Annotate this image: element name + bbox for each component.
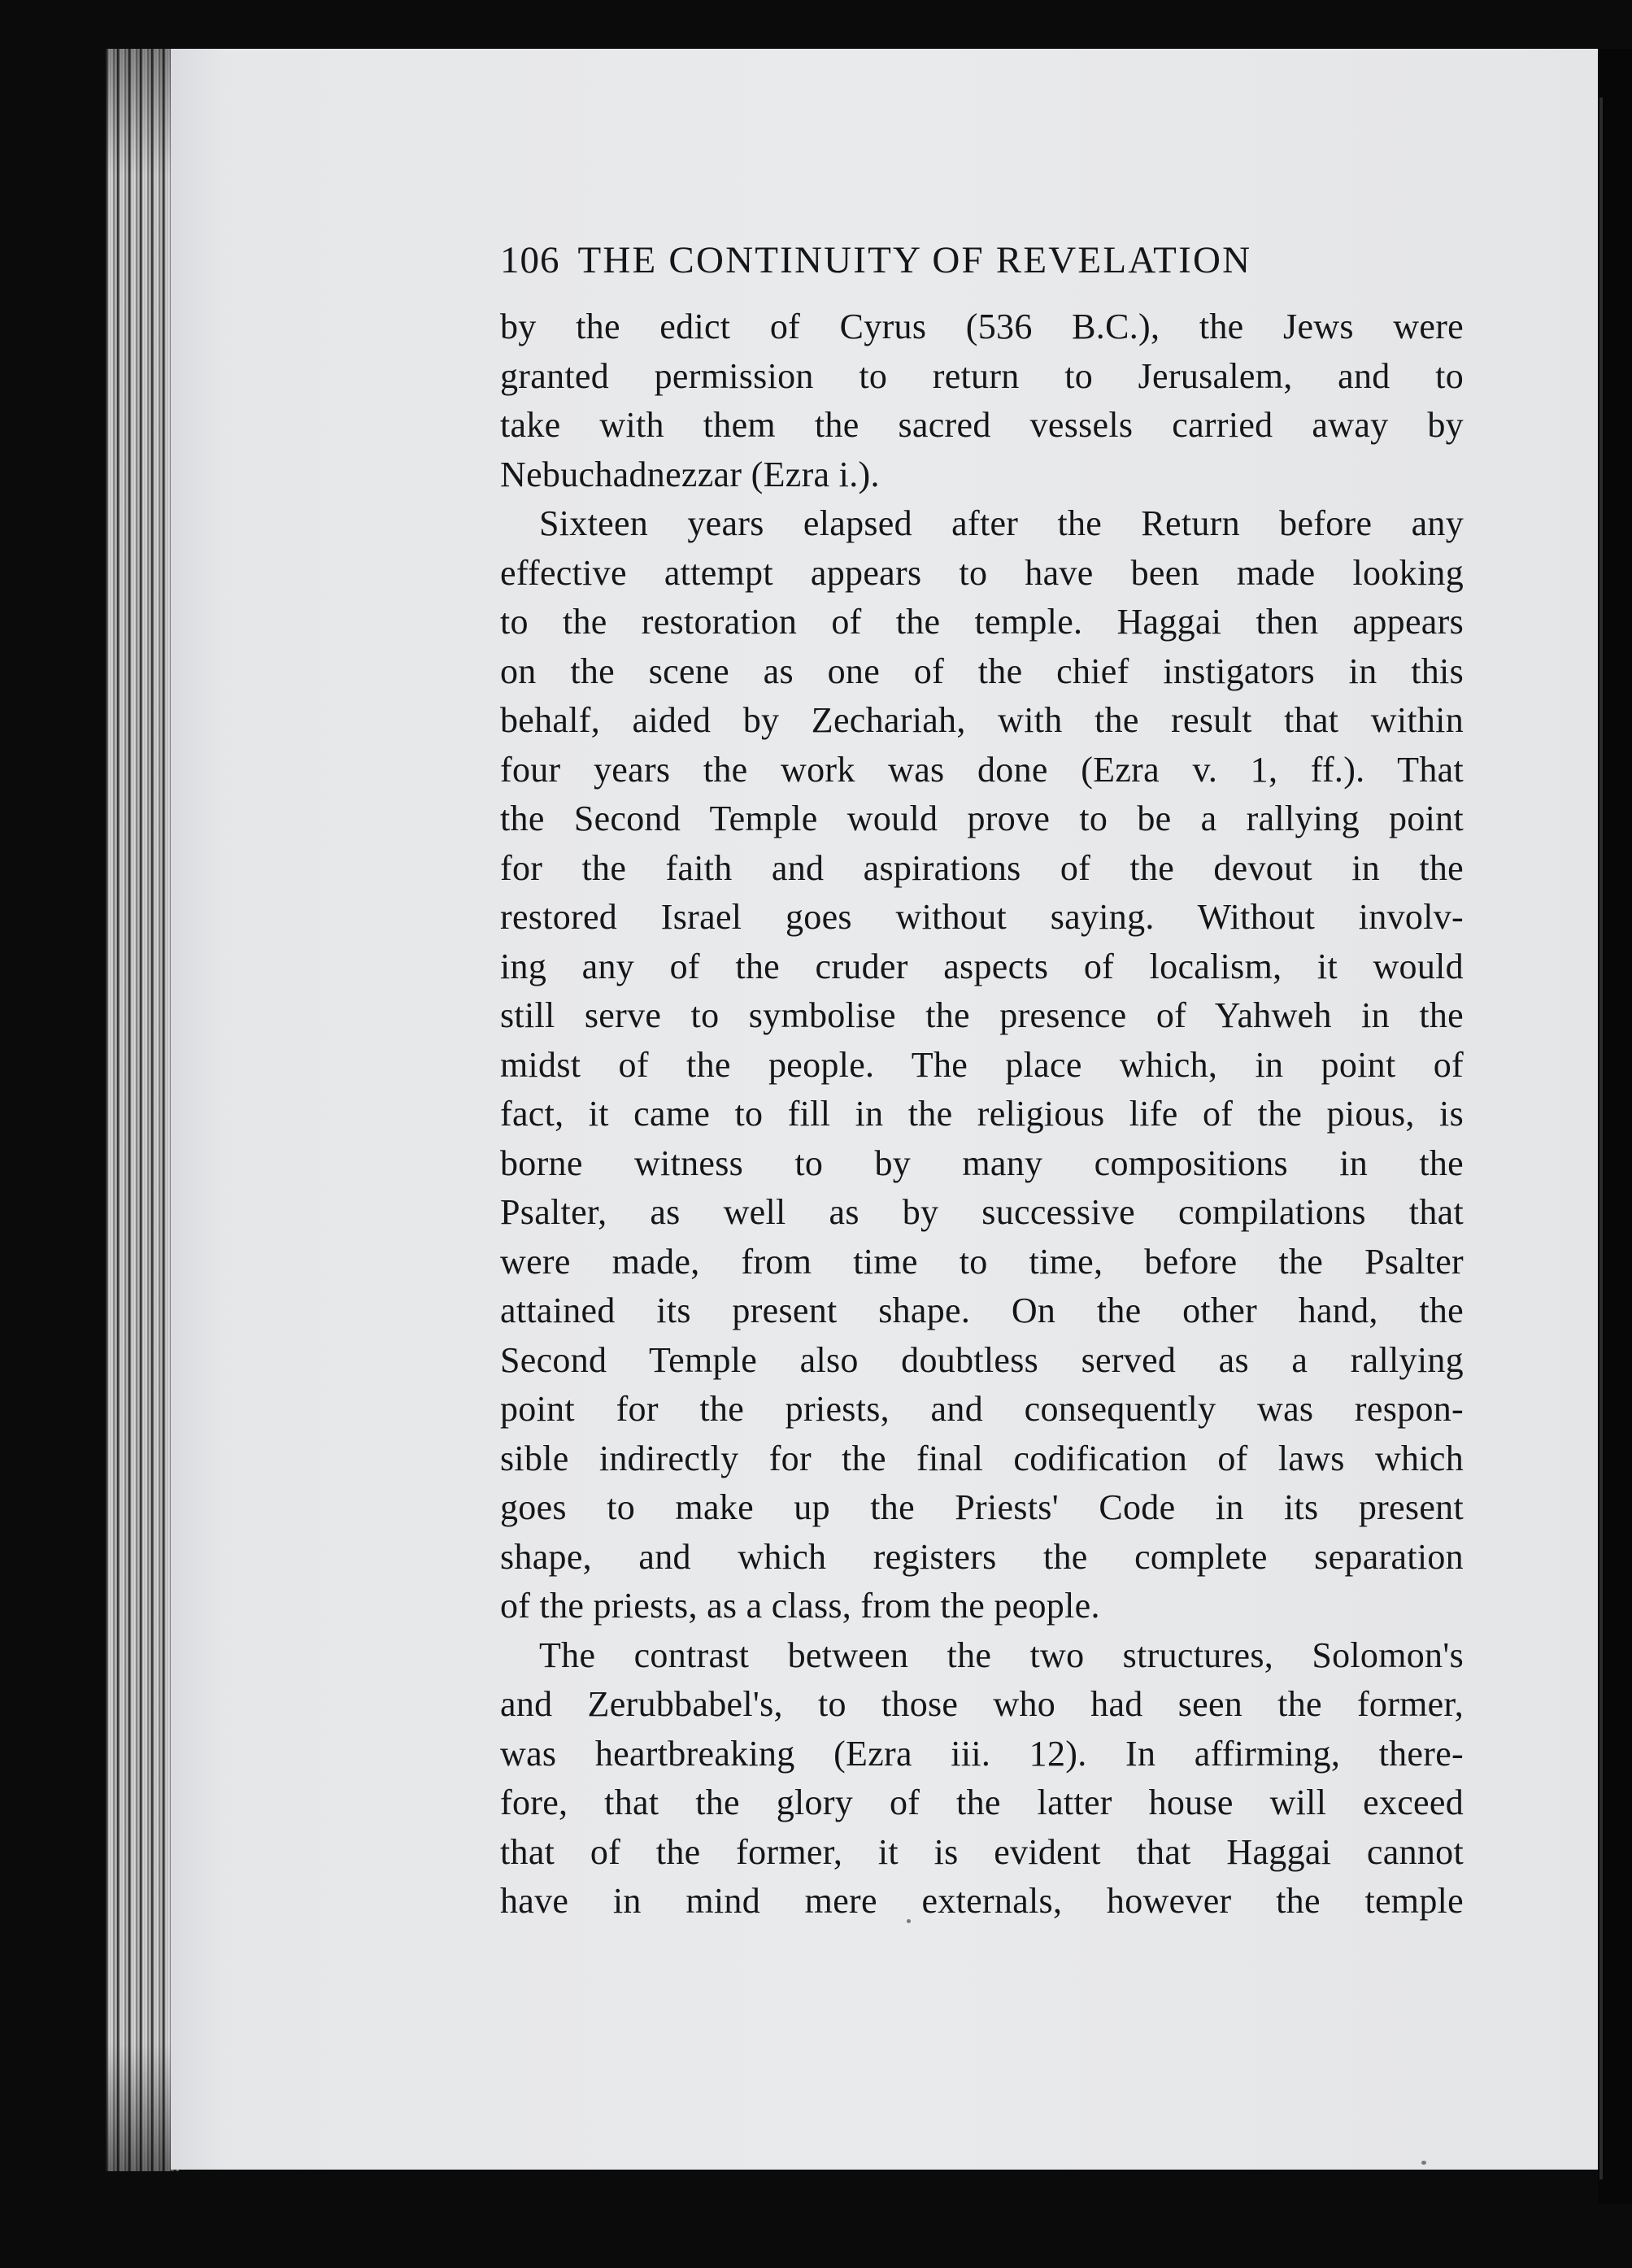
- text-line: sible indirectly for the final codification of laws which: [500, 1438, 1464, 1478]
- text-line: attained its present shape. On the other hand, the: [500, 1291, 1464, 1330]
- text-line: of the priests, as a class, from the people.: [500, 1586, 1100, 1626]
- text-line: and Zerubbabel's, to those who had seen the former,: [500, 1684, 1464, 1724]
- text-line: was heartbreaking (Ezra iii. 12). In affirming, there-: [500, 1733, 1464, 1774]
- running-title: THE CONTINUITY OF REVELATION: [577, 239, 1252, 281]
- text-line: Psalter, as well as by successive compilations that: [500, 1192, 1464, 1232]
- text-line: that of the former, it is evident that Haggai cannot: [500, 1831, 1464, 1872]
- text-line: midst of the people. The place which, in point of: [500, 1044, 1464, 1085]
- paper-speck: [1421, 2161, 1426, 2165]
- paragraph-1: [500, 303, 1464, 499]
- book-binding-edge: [1598, 49, 1632, 2204]
- text-line: for the faith and aspirations of the devout in the: [500, 847, 1464, 888]
- text-line: Nebuchadnezzar (Ezra i.).: [500, 454, 880, 494]
- paragraph-3: [500, 1631, 1464, 1926]
- text-line: point for the priests, and consequently was respon-: [500, 1389, 1464, 1429]
- text-line: restored Israel goes without saying. Without involv-: [500, 897, 1464, 937]
- text-line: goes to make up the Priests' Code in its present: [500, 1487, 1464, 1527]
- text-line: granted permission to return to Jerusalem, and to: [500, 355, 1464, 396]
- text-line: have in mind mere externals, however the temple: [500, 1881, 1464, 1921]
- text-line: to the restoration of the temple. Haggai then appears: [500, 602, 1464, 642]
- text-line: behalf, aided by Zechariah, with the result that within: [500, 700, 1464, 740]
- text-line: borne witness to by many compositions in the: [500, 1143, 1464, 1183]
- text-line: fore, that the glory of the latter house will exceed: [500, 1783, 1464, 1822]
- text-line: the Second Temple would prove to be a rallying point: [500, 799, 1464, 838]
- text-line: take with them the sacred vessels carried away by: [500, 405, 1464, 445]
- page-number: 106: [500, 239, 560, 281]
- text-line: by the edict of Cyrus (536 B.C.), the Jews were: [500, 307, 1464, 346]
- paragraph-2: [500, 499, 1464, 1631]
- text-line: Second Temple also doubtless served as a rallying: [500, 1339, 1464, 1380]
- text-line: shape, and which registers the complete separation: [500, 1536, 1464, 1577]
- text-line: four years the work was done (Ezra v. 1, ff.). That: [500, 749, 1464, 790]
- book-page-edges: [106, 49, 179, 2171]
- text-line: Sixteen years elapsed after the Return before any: [539, 503, 1464, 543]
- text-line: were made, from time to time, before the Psalter: [500, 1241, 1464, 1282]
- page-text: [500, 236, 1464, 1926]
- text-line: The contrast between the two structures, Solomon's: [539, 1635, 1464, 1675]
- text-line: ing any of the cruder aspects of localism, it would: [500, 946, 1464, 986]
- running-head: [500, 236, 1464, 285]
- text-line: effective attempt appears to have been made looking: [500, 552, 1464, 593]
- text-line: on the scene as one of the chief instigators in this: [500, 651, 1464, 691]
- text-line: still serve to symbolise the presence of Yahweh in the: [500, 995, 1464, 1035]
- text-line: fact, it came to fill in the religious life of the pious, is: [500, 1094, 1464, 1134]
